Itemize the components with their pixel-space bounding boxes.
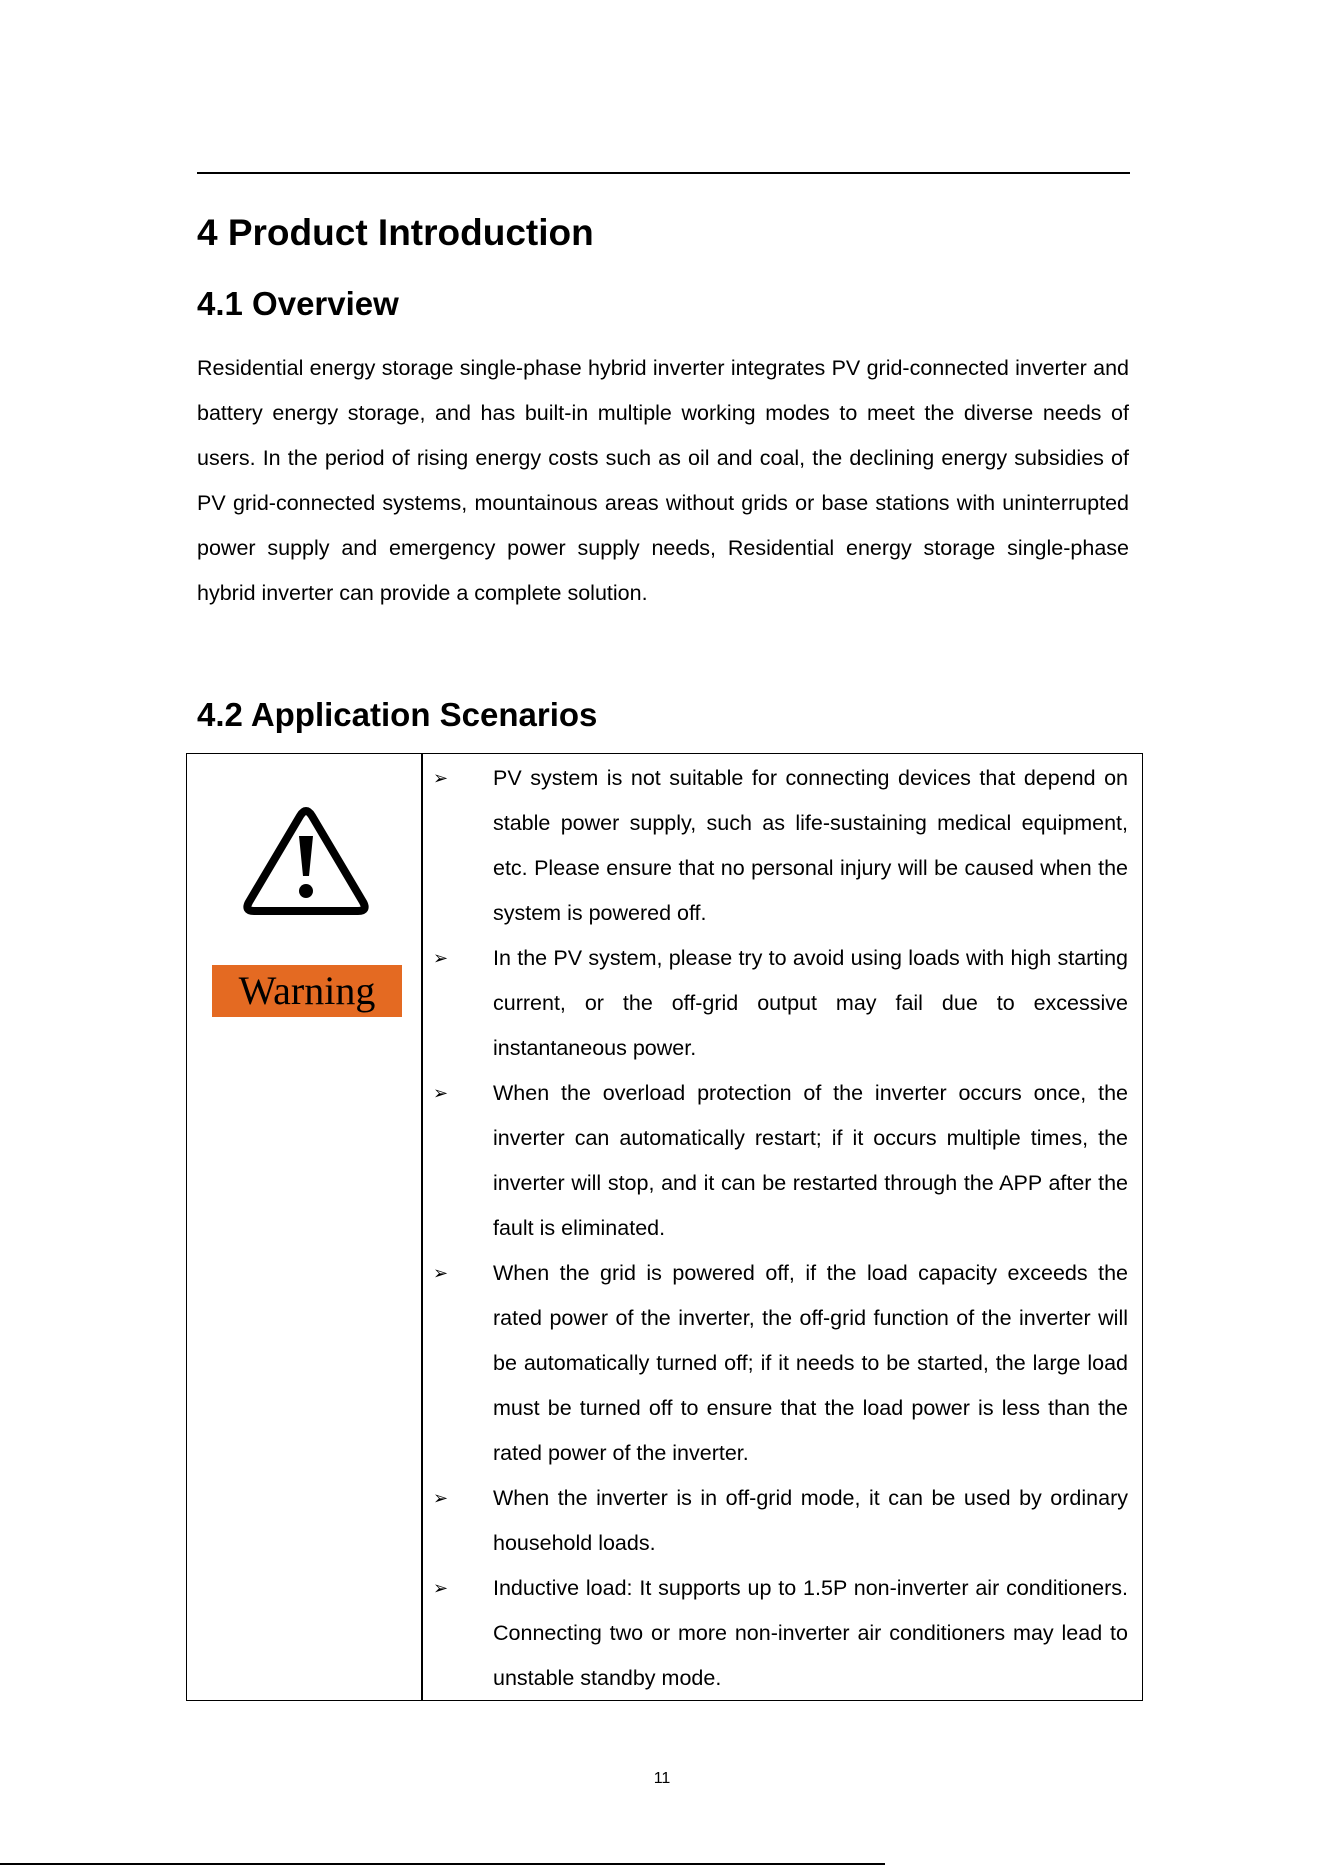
warning-note-item (433, 1476, 1128, 1566)
arrow-bullet-icon: ➢ (433, 1578, 449, 1599)
warning-notes-list (433, 756, 1128, 1701)
overview-paragraph: Residential energy storage single-phase hybrid inverter integrates PV grid-connected inverter and battery energy storage, and has built-in multiple working modes to meet the diverse needs of users. In the period of rising energy costs such as oil and coal, the declining energy subsidies of PV grid-connected systems, mountainous areas without grids or base stations with uninterrupted power supply and emergency power supply needs, Residential energy storage single-phase hybrid inverter can provide a complete solution. (197, 356, 1129, 605)
header-rule (197, 172, 1130, 174)
section-heading-overview: 4.1 Overview (197, 285, 399, 322)
warning-note-item (433, 1251, 1128, 1476)
warning-label: Warning (212, 965, 402, 1017)
warning-note-item (433, 756, 1128, 936)
warning-note-item (433, 1566, 1128, 1701)
warning-table (186, 753, 1143, 1701)
warning-note-text: PV system is not suitable for connecting devices that depend on stable power supply, such as life-sustaining medical equipment, etc. Please ensure that no personal injury will be caused when the system is powered off. (493, 766, 1128, 925)
warning-note-text: In the PV system, please try to avoid using loads with high starting current, or the off-grid output may fail due to excessive instantaneous power. (493, 946, 1128, 1060)
warning-note-text: When the grid is powered off, if the load capacity exceeds the rated power of the inverter, the off-grid function of the inverter will be automatically turned off; if it needs to be started, the large load must be turned off to ensure that the load power is less than the rated power of the inverter. (493, 1261, 1128, 1465)
arrow-bullet-icon: ➢ (433, 948, 449, 969)
warning-note-item (433, 936, 1128, 1071)
warning-note-item (433, 1071, 1128, 1251)
page-number: 11 (653, 1770, 671, 1787)
chapter-heading: 4 Product Introduction (197, 212, 594, 253)
section-heading-scenarios: 4.2 Application Scenarios (197, 696, 598, 733)
arrow-bullet-icon: ➢ (433, 1488, 449, 1509)
arrow-bullet-icon: ➢ (433, 1083, 449, 1104)
table-column-divider (421, 754, 423, 1700)
warning-triangle-icon (242, 804, 370, 916)
arrow-bullet-icon: ➢ (433, 1263, 449, 1284)
warning-note-text: Inductive load: It supports up to 1.5P non-inverter air conditioners. Connecting two or more non-inverter air conditioners may lead to unstable standby mode. (493, 1576, 1128, 1690)
warning-note-text: When the inverter is in off-grid mode, it can be used by ordinary household loads. (493, 1486, 1128, 1555)
footer-rule (0, 1863, 885, 1865)
warning-note-text: When the overload protection of the inverter occurs once, the inverter can automatically restart; if it occurs multiple times, the inverter will stop, and it can be restarted through the APP after the fault is eliminated. (493, 1081, 1128, 1240)
arrow-bullet-icon: ➢ (433, 768, 449, 789)
